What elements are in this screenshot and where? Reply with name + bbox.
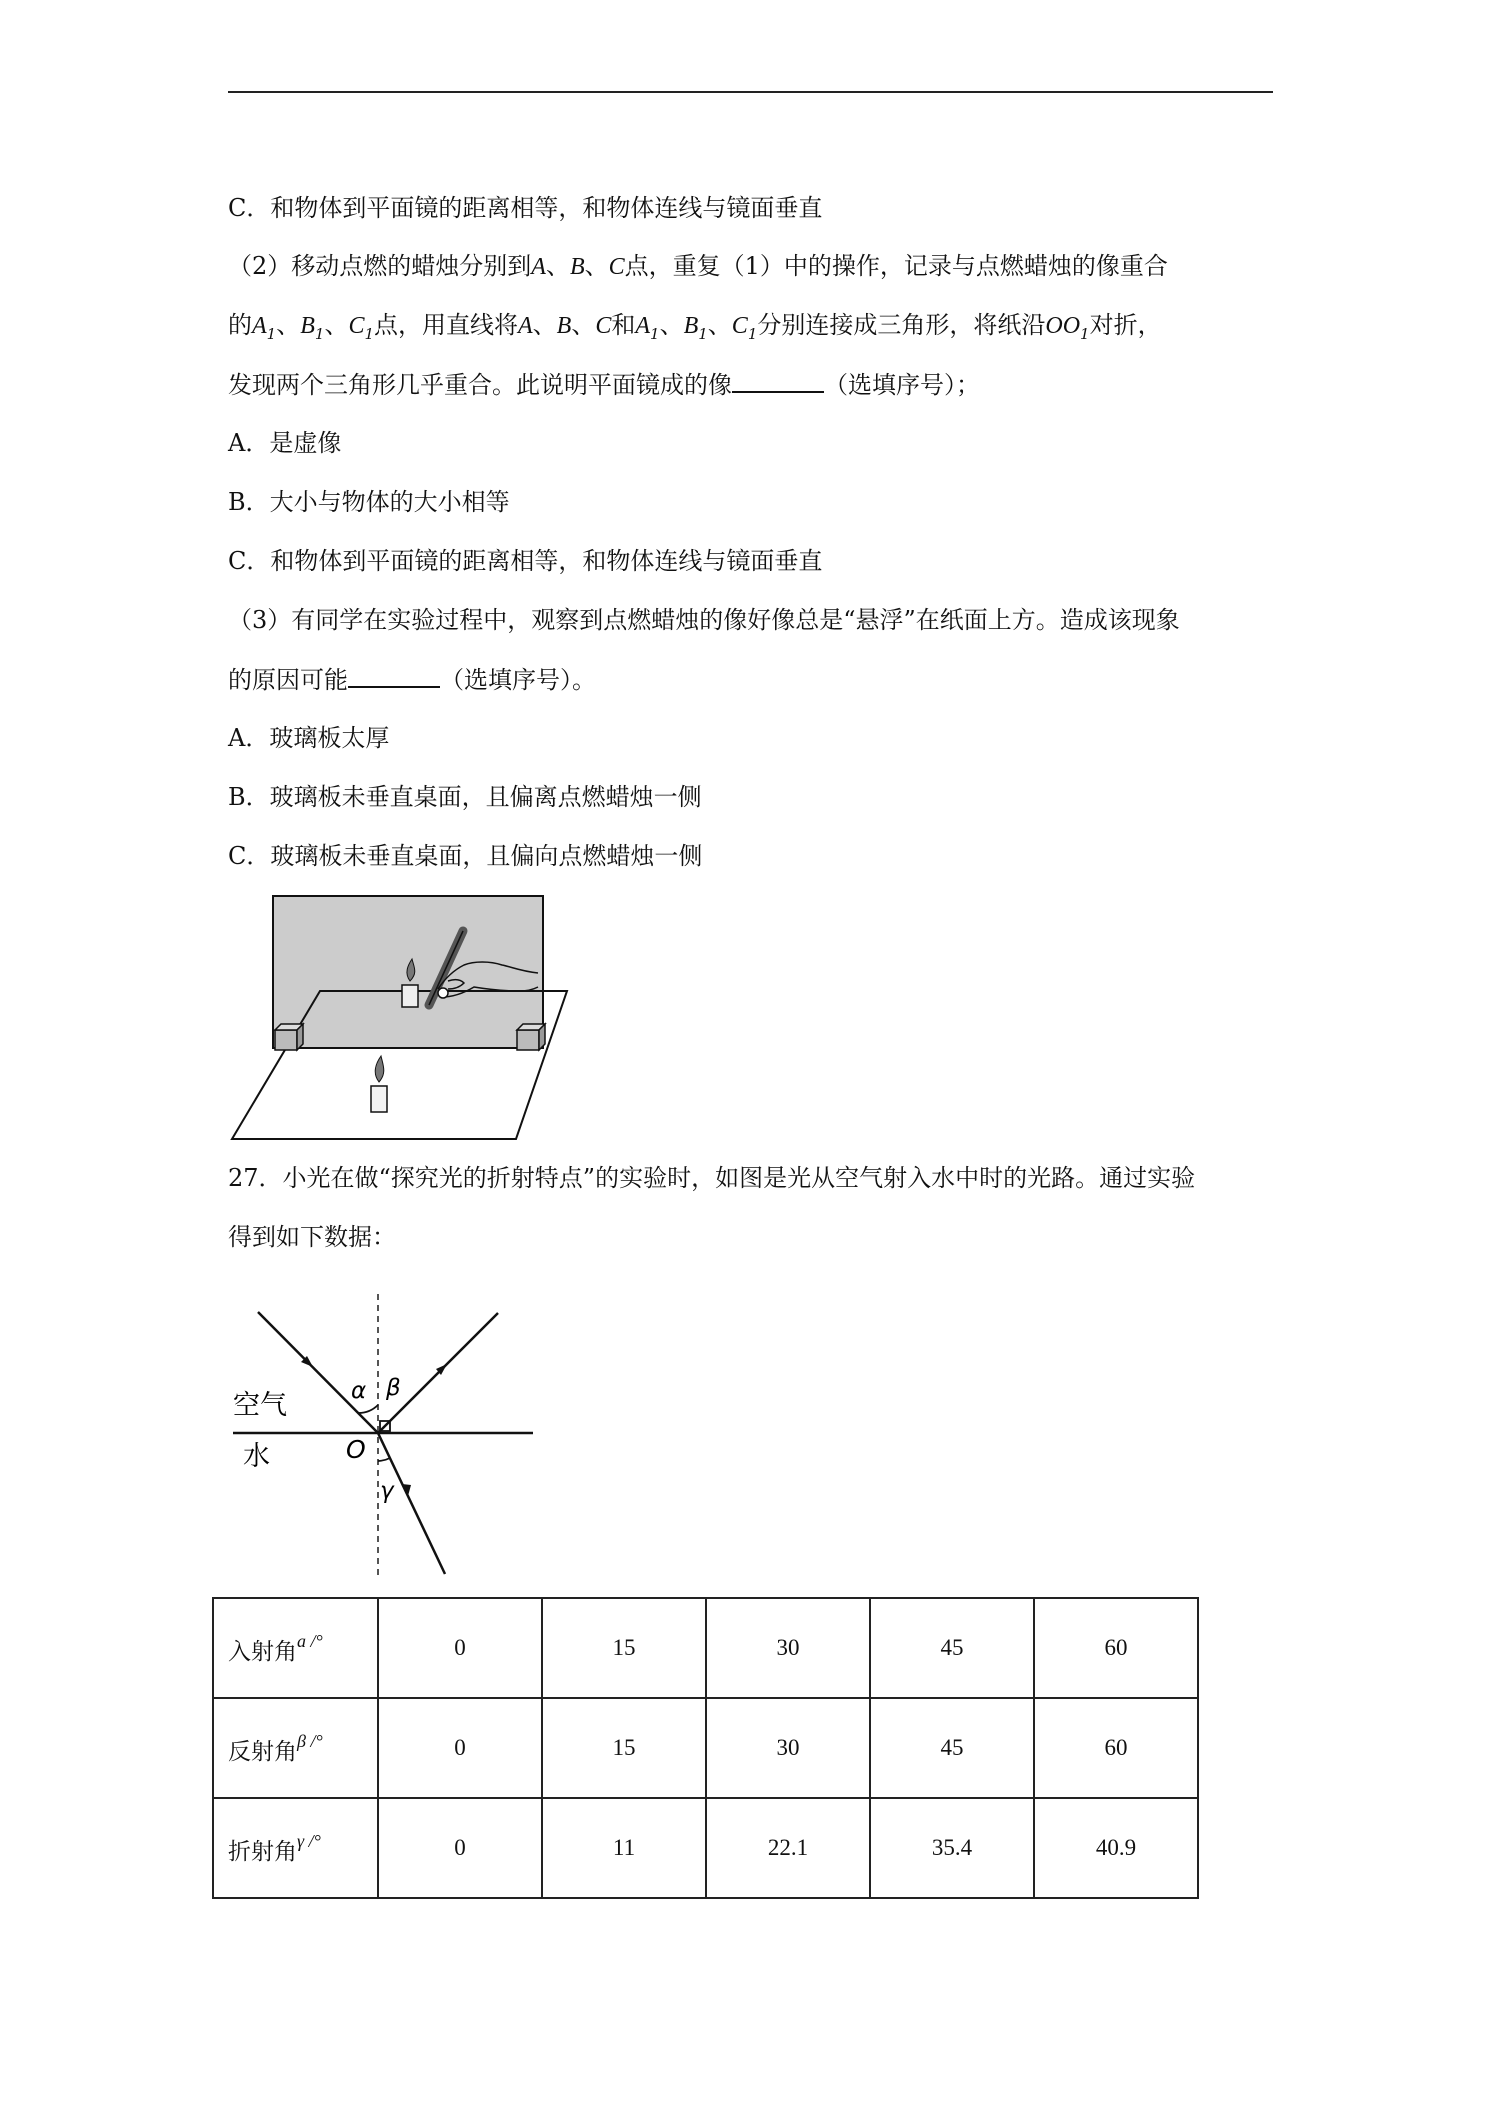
part2-text: 发现两个三角形几乎重合。此说明平面镜成的像 [228, 371, 732, 399]
var-a: A [531, 254, 546, 280]
part2-text: 点，重复（1）中的操作，记录与点燃蜡烛的像重合 [624, 252, 1168, 280]
sep: 、 [532, 311, 557, 339]
var-c1: C [731, 313, 748, 339]
answer-blank[interactable] [348, 664, 440, 688]
table-cell: 0 [378, 1798, 542, 1898]
beta-label: β [386, 1375, 401, 1401]
row-label: 反射角 [228, 1738, 297, 1765]
var-a1: A [252, 313, 267, 339]
unit: /° [310, 1630, 323, 1651]
option-b: B．玻璃板未垂直桌面，且偏离点燃蜡烛一侧 [228, 783, 702, 811]
table-cell: 40.9 [1034, 1798, 1198, 1898]
subscript: 1 [698, 324, 708, 343]
table-row [213, 1598, 1198, 1698]
sep: 、 [276, 311, 301, 339]
table-cell: 0 [378, 1698, 542, 1798]
table-cell: 30 [706, 1698, 870, 1798]
row-label: 折射角 [228, 1838, 297, 1865]
symbol: γ [297, 1830, 305, 1851]
candle-icon [371, 1056, 387, 1112]
part2-text: （2）移动点燃的蜡烛分别到 [228, 252, 532, 280]
part2-line1 [228, 251, 1168, 282]
row-symbol [297, 1731, 323, 1751]
o-label: O [346, 1435, 366, 1464]
table-cell: 11 [542, 1798, 706, 1898]
q27-line2: 得到如下数据： [228, 1223, 396, 1251]
row-header [213, 1598, 378, 1698]
table-cell: 30 [706, 1598, 870, 1698]
option-c: C．玻璃板未垂直桌面，且偏向点燃蜡烛一侧 [228, 842, 703, 870]
support-block-icon [517, 1024, 545, 1050]
row-symbol [297, 1831, 321, 1851]
part2-line2 [228, 310, 1162, 349]
var-b1: B [300, 313, 315, 339]
table-row [213, 1698, 1198, 1798]
subscript: 1 [650, 324, 660, 343]
refraction-diagram [225, 1290, 545, 1585]
option-a: A．是虚像 [228, 429, 342, 457]
sep: 、 [571, 311, 596, 339]
unit: /° [310, 1730, 323, 1751]
alpha-label: α [351, 1378, 367, 1404]
table-cell: 35.4 [870, 1798, 1034, 1898]
header-rule [228, 91, 1273, 93]
mirror-experiment-figure [220, 893, 580, 1155]
part3-line2 [228, 664, 596, 695]
table-row [213, 1798, 1198, 1898]
sep: 、 [545, 252, 570, 280]
subscript: 1 [747, 324, 758, 343]
var-c: C [595, 313, 612, 339]
part3-text: 的原因可能 [228, 666, 348, 694]
data-table [212, 1597, 1199, 1899]
table-cell: 0 [378, 1598, 542, 1698]
part2-text: 分别连接成三角形，将纸沿 [757, 311, 1046, 339]
var-b1: B [683, 313, 699, 339]
sep: 、 [707, 311, 732, 339]
alpha-arc [358, 1405, 378, 1413]
option-c-line: C．和物体到平面镜的距离相等，和物体连线与镜面垂直 [228, 194, 823, 222]
part3-text: （选填序号）。 [440, 666, 596, 694]
part2-text: 对折， [1089, 311, 1162, 339]
table-cell: 60 [1034, 1698, 1198, 1798]
table-cell: 60 [1034, 1598, 1198, 1698]
answer-blank[interactable] [732, 369, 824, 393]
row-symbol [297, 1631, 323, 1651]
option-a: A．玻璃板太厚 [228, 724, 390, 752]
subscript: 1 [1080, 324, 1090, 343]
unit: /° [308, 1830, 321, 1851]
q27-line1: 27．小光在做“探究光的折射特点”的实验时，如图是光从空气射入水中时的光路。通过实验 [228, 1164, 1196, 1192]
var-c1: C [348, 313, 365, 339]
part2-text: 点，用直线将 [374, 311, 518, 339]
subscript: 1 [314, 324, 325, 343]
gamma-arc [378, 1458, 390, 1461]
sep: 、 [584, 252, 609, 280]
var-b: B [556, 313, 572, 339]
table-cell: 22.1 [706, 1798, 870, 1898]
part2-text: （选填序号）； [824, 371, 980, 399]
reflected-ray [378, 1313, 498, 1433]
sep: 、 [659, 311, 684, 339]
subscript: 1 [266, 324, 277, 343]
option-c: C．和物体到平面镜的距离相等，和物体连线与镜面垂直 [228, 547, 823, 575]
symbol: β [297, 1730, 306, 1751]
water-label: 水 [243, 1441, 270, 1472]
part2-text: 的 [228, 311, 252, 339]
table-cell: 45 [870, 1698, 1034, 1798]
var-c: C [608, 254, 625, 280]
option-b: B．大小与物体的大小相等 [228, 488, 510, 516]
sep: 、 [324, 311, 349, 339]
var-oo: OO [1045, 313, 1081, 339]
support-block-icon [275, 1024, 303, 1050]
var-a: A [518, 313, 533, 339]
gamma-label: γ [380, 1478, 394, 1504]
row-header [213, 1798, 378, 1898]
var-a1: A [635, 313, 651, 339]
subscript: 1 [364, 324, 374, 343]
row-label: 入射角 [228, 1638, 297, 1665]
row-header [213, 1698, 378, 1798]
table-cell: 45 [870, 1598, 1034, 1698]
var-b: B [569, 254, 585, 280]
symbol: a [297, 1630, 306, 1651]
part2-line3 [228, 369, 980, 400]
part3-line1: （3）有同学在实验过程中，观察到点燃蜡烛的像好像总是“悬浮”在纸面上方。造成该现象 [228, 606, 1180, 634]
table-cell: 15 [542, 1598, 706, 1698]
part2-text: 和 [611, 311, 636, 339]
air-label: 空气 [233, 1390, 287, 1421]
table-cell: 15 [542, 1698, 706, 1798]
